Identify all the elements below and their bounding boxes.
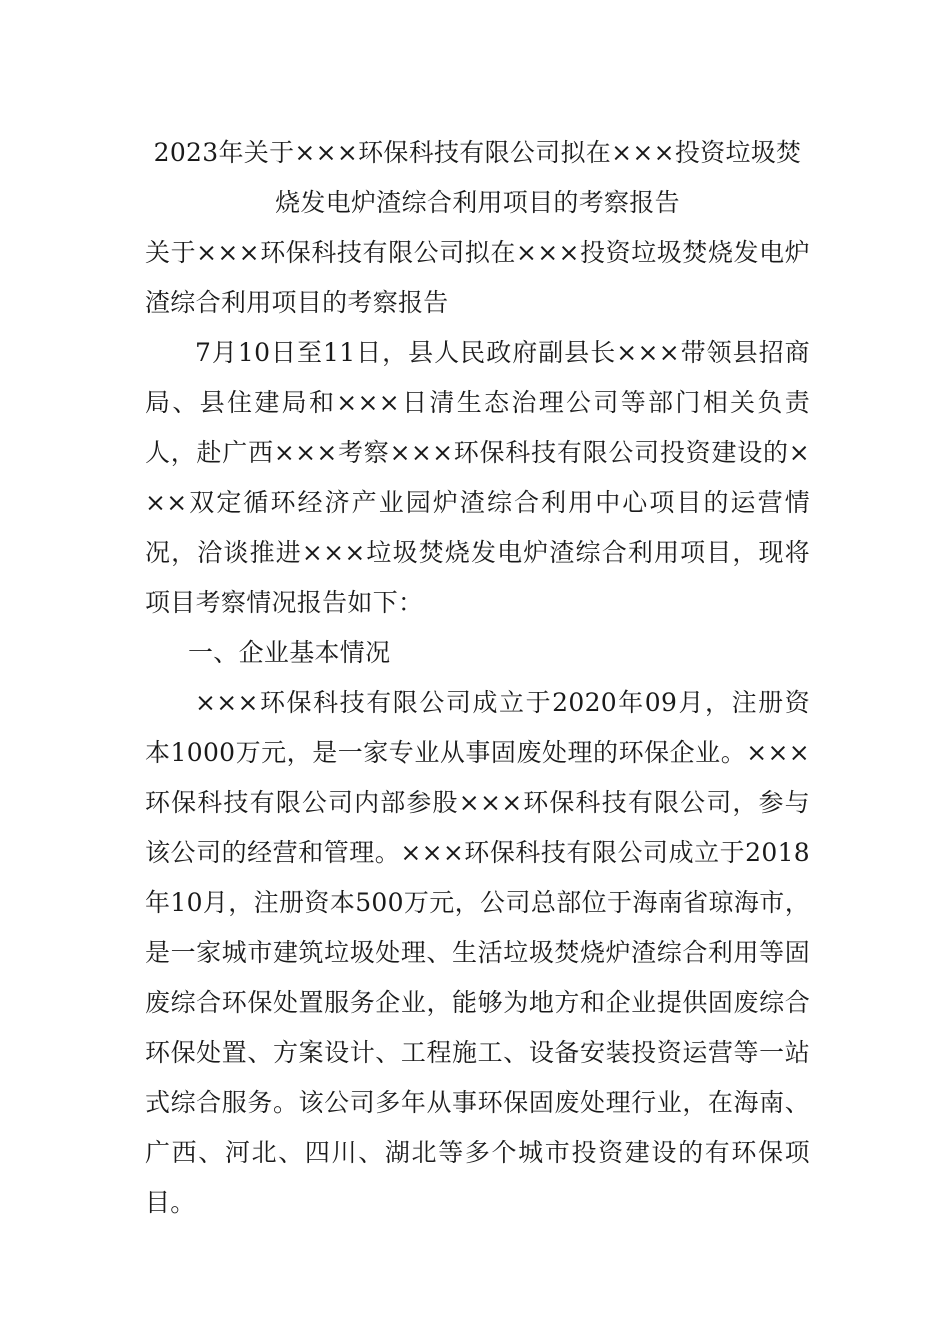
document-title-line-1: 2023年关于×××环保科技有限公司拟在×××投资垃圾焚 (153, 138, 802, 167)
document-subtitle: 关于×××环保科技有限公司拟在×××投资垃圾焚烧发电炉渣综合利用项目的考察报告 (145, 238, 810, 317)
section-1-paragraph: ×××环保科技有限公司成立于2020年09月，注册资本1000万元，是一家专业从事固废处理的环保企业。×××环保科技有限公司内部参股×××环保科技有限公司，参与该公司的经营和管理。×××环保科技有限公司成立于2018年10月，注册资本500万元，公司总部位于海南省琼海市，是一家城市建筑垃圾处理、生活垃圾焚烧炉渣综合利用等固废综合环保处置服务企业，能够为地方和企业提供固废综合环保处置、方案设计、工程施工、设备安装投资运营等一站式综合服务。该公司多年从事环保固废处理行业，在海南、广西、河北、四川、湖北等多个城市投资建设的有环保项目。 (145, 688, 810, 1217)
document-title-line-2: 烧发电炉渣综合利用项目的考察报告 (275, 188, 680, 217)
section-1-heading: 一、企业基本情况 (188, 638, 391, 667)
document-title (145, 128, 810, 228)
intro-paragraph: 7月10日至11日，县人民政府副县长×××带领县招商局、县住建局和×××日清生态治理公司等部门相关负责人，赴广西×××考察×××环保科技有限公司投资建设的×××双定循环经济产业园炉渣综合利用中心项目的运营情况，洽谈推进×××垃圾焚烧发电炉渣综合利用项目，现将项目考察情况报告如下： (145, 338, 810, 617)
document-body (145, 128, 810, 1228)
